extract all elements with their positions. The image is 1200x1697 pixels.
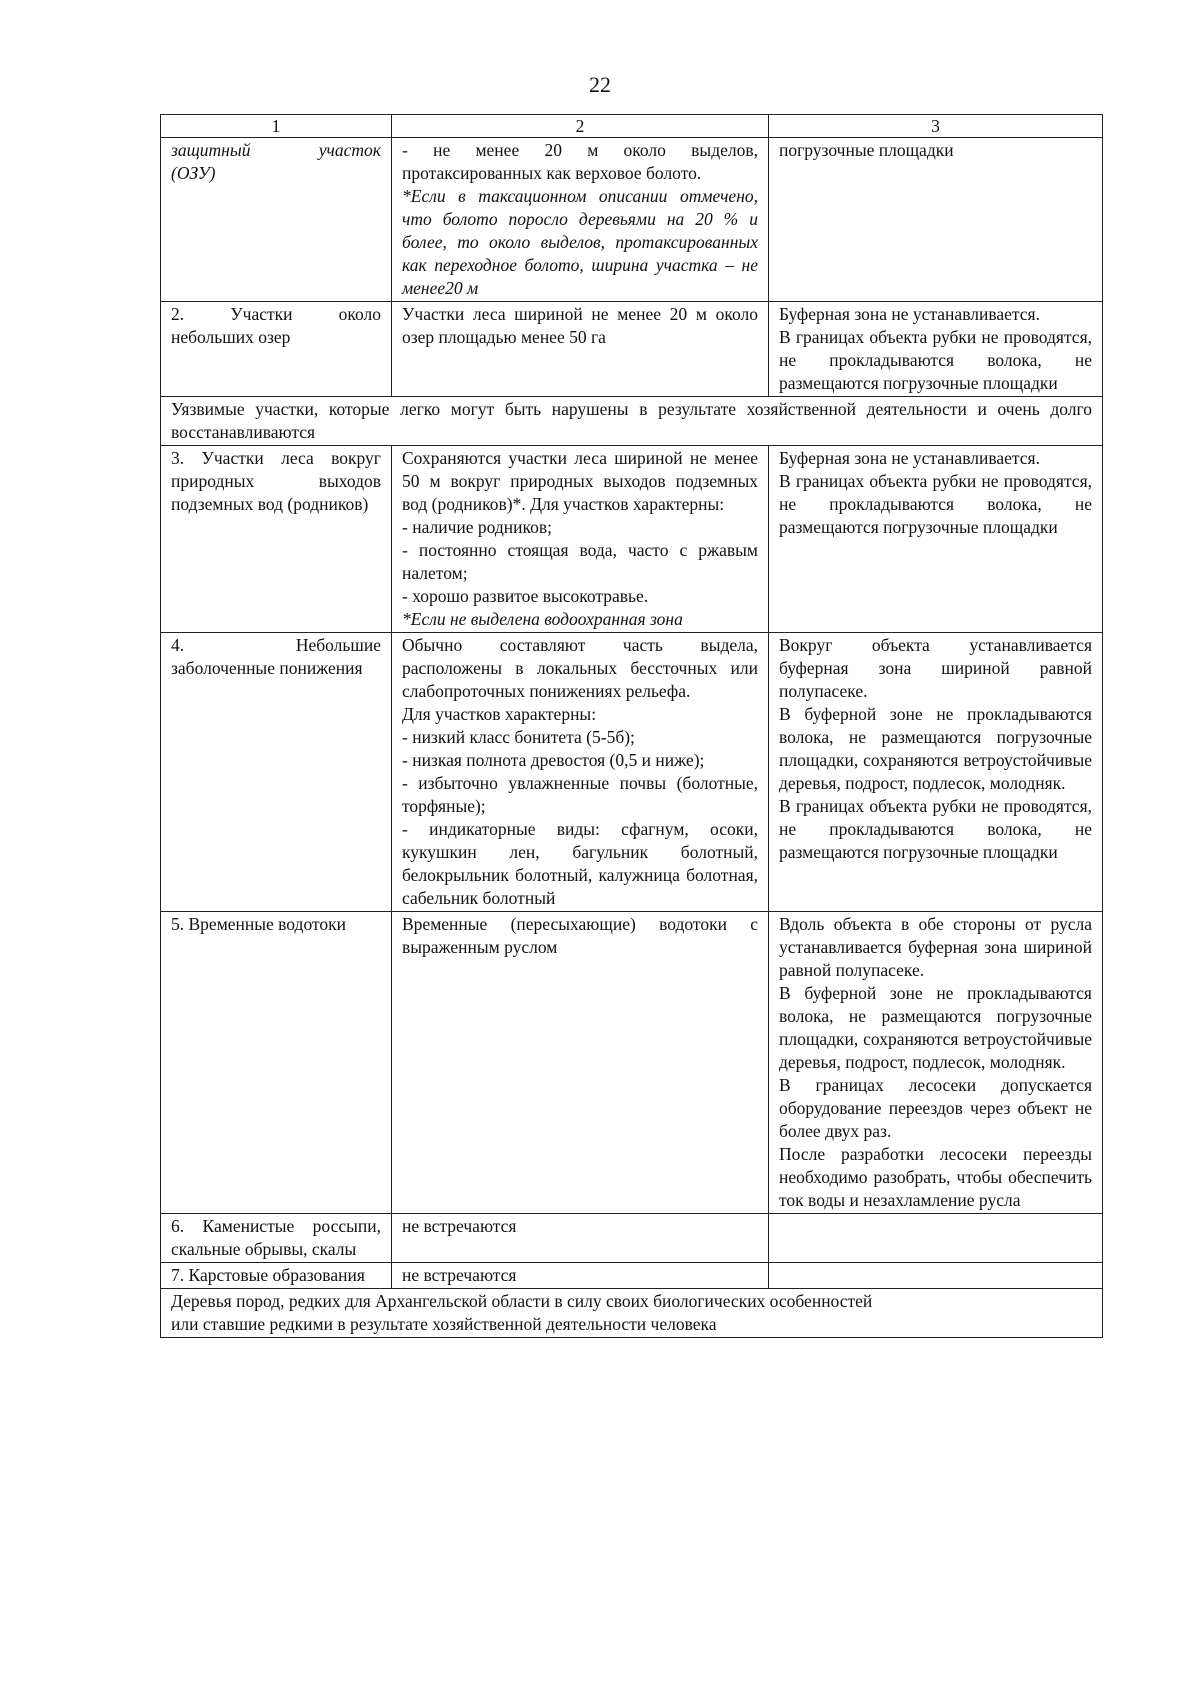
row-name-line: 7. Карстовые образования <box>171 1265 365 1285</box>
row-name-line: 4. Небольшие заболоченные понижения <box>171 635 381 678</box>
row-description-cell <box>392 1214 769 1263</box>
section-heading: Уязвимые участки, которые легко могут быть нарушены в результате хозяйственной деятельности и очень долго восстанавливаются <box>161 397 1103 446</box>
column-header-3: 3 <box>769 115 1103 138</box>
row-measures-cell <box>769 1214 1103 1263</box>
row-measures-cell <box>769 1263 1103 1289</box>
measures-paragraph: Вокруг объекта устанавливается буферная зона шириной равной полупасеке. <box>779 635 1092 701</box>
description-paragraph: Для участков характерны: <box>402 704 597 724</box>
table-row <box>161 446 1103 633</box>
measures-paragraph: В границах объекта рубки не проводятся, не прокладываются волока, не размещаются погрузочные площадки <box>779 471 1092 537</box>
row-description-cell <box>392 1263 769 1289</box>
measures-paragraph: Буферная зона не устанавливается. <box>779 304 1040 324</box>
row-name-line: 6. Каменистые россыпи, скальные обрывы, скалы <box>171 1216 381 1259</box>
section-heading <box>161 1289 1103 1338</box>
column-header-2: 2 <box>392 115 769 138</box>
section-row <box>161 397 1103 446</box>
description-list-item: - низкий класс бонитета (5-5б); <box>402 727 635 747</box>
row-name-cell <box>161 1263 392 1289</box>
row-measures-cell <box>769 446 1103 633</box>
row-description-cell <box>392 302 769 397</box>
table-row <box>161 302 1103 397</box>
row-measures-cell <box>769 138 1103 302</box>
row-description-cell <box>392 912 769 1214</box>
section-heading-line: или ставшие редкими в результате хозяйственной деятельности человека <box>171 1314 717 1334</box>
row-name-cell <box>161 302 392 397</box>
row-description-cell <box>392 633 769 912</box>
row-measures-cell <box>769 633 1103 912</box>
description-footnote: *Если не выделена водоохранная зона <box>402 609 683 629</box>
description-list-item: - постоянно стоящая вода, часто с ржавым налетом; <box>402 540 758 583</box>
measures-paragraph: В буферной зоне не прокладываются волока, не размещаются погрузочные площадки, сохраняются ветроустойчивые деревья, подрост, подлесок, молодняк. <box>779 983 1092 1072</box>
row-name-cell <box>161 1214 392 1263</box>
description-paragraph: Участки леса шириной не менее 20 м около озер площадью менее 50 га <box>402 304 758 347</box>
section-row <box>161 1289 1103 1338</box>
measures-paragraph: В границах лесосеки допускается оборудование переездов через объект не более двух раз. <box>779 1075 1092 1141</box>
row-name-line: защитный участок <box>171 140 381 160</box>
row-name-line: 5. Временные водотоки <box>171 914 347 934</box>
section-heading-line: Деревья пород, редких для Архангельской области в силу своих биологических особенностей <box>171 1291 873 1311</box>
description-footnote: *Если в таксационном описании отмечено, что болото поросло деревьями на 20 % и более, то около выделов, протаксированных как переходное болото, ширина участка – не менее20 м <box>402 186 758 298</box>
description-list-item: - наличие родников; <box>402 517 553 537</box>
description-paragraph: Сохраняются участки леса шириной не менее 50 м вокруг природных выходов подземных вод (родников)*. Для участков характерны: <box>402 448 758 514</box>
column-header-1: 1 <box>161 115 392 138</box>
description-paragraph: Временные (пересыхающие) водотоки с выраженным руслом <box>402 914 758 957</box>
measures-paragraph: В границах объекта рубки не проводятся, не прокладываются волока, не размещаются погрузочные площадки <box>779 796 1092 862</box>
row-measures-cell <box>769 302 1103 397</box>
row-name-cell <box>161 912 392 1214</box>
table-row <box>161 1263 1103 1289</box>
table-row <box>161 633 1103 912</box>
row-description-cell <box>392 138 769 302</box>
document-table <box>160 114 1103 1338</box>
description-list-item: - избыточно увлажненные почвы (болотные, торфяные); <box>402 773 758 816</box>
measures-paragraph: В буферной зоне не прокладываются волока, не размещаются погрузочные площадки, сохраняются ветроустойчивые деревья, подрост, подлесок, молодняк. <box>779 704 1092 793</box>
description-paragraph: не встречаются <box>402 1265 517 1285</box>
description-paragraph: не встречаются <box>402 1216 517 1236</box>
row-name-cell <box>161 633 392 912</box>
row-name-line: (ОЗУ) <box>171 163 216 183</box>
row-description-cell <box>392 446 769 633</box>
table-row <box>161 1214 1103 1263</box>
measures-paragraph: погрузочные площадки <box>779 140 954 160</box>
table-header-row <box>161 115 1103 138</box>
row-name-cell <box>161 138 392 302</box>
measures-paragraph: Буферная зона не устанавливается. <box>779 448 1040 468</box>
description-list-item: - хорошо развитое высокотравье. <box>402 586 649 606</box>
description-paragraph: - не менее 20 м около выделов, протаксированных как верховое болото. <box>402 140 758 183</box>
row-measures-cell <box>769 912 1103 1214</box>
measures-paragraph: После разработки лесосеки переезды необходимо разобрать, чтобы обеспечить ток воды и незахламление русла <box>779 1144 1092 1210</box>
description-paragraph: Обычно составляют часть выдела, расположены в локальных бессточных или слабопроточных понижениях рельефа. <box>402 635 758 701</box>
measures-paragraph: В границах объекта рубки не проводятся, не прокладываются волока, не размещаются погрузочные площадки <box>779 327 1092 393</box>
page-number: 22 <box>589 72 611 97</box>
description-list-item: - низкая полнота древостоя (0,5 и ниже); <box>402 750 705 770</box>
row-name-line: 3. Участки леса вокруг природных выходов подземных вод (родников) <box>171 448 381 514</box>
row-name-cell <box>161 446 392 633</box>
table-row <box>161 912 1103 1214</box>
row-name-line: 2. Участки около небольших озер <box>171 304 381 347</box>
measures-paragraph: Вдоль объекта в обе стороны от русла устанавливается буферная зона шириной равной полупасеке. <box>779 914 1092 980</box>
table-row <box>161 138 1103 302</box>
description-list-item: - индикаторные виды: сфагнум, осоки, кукушкин лен, багульник болотный, белокрыльник болотный, калужница болотная, сабельник болотный <box>402 819 758 908</box>
